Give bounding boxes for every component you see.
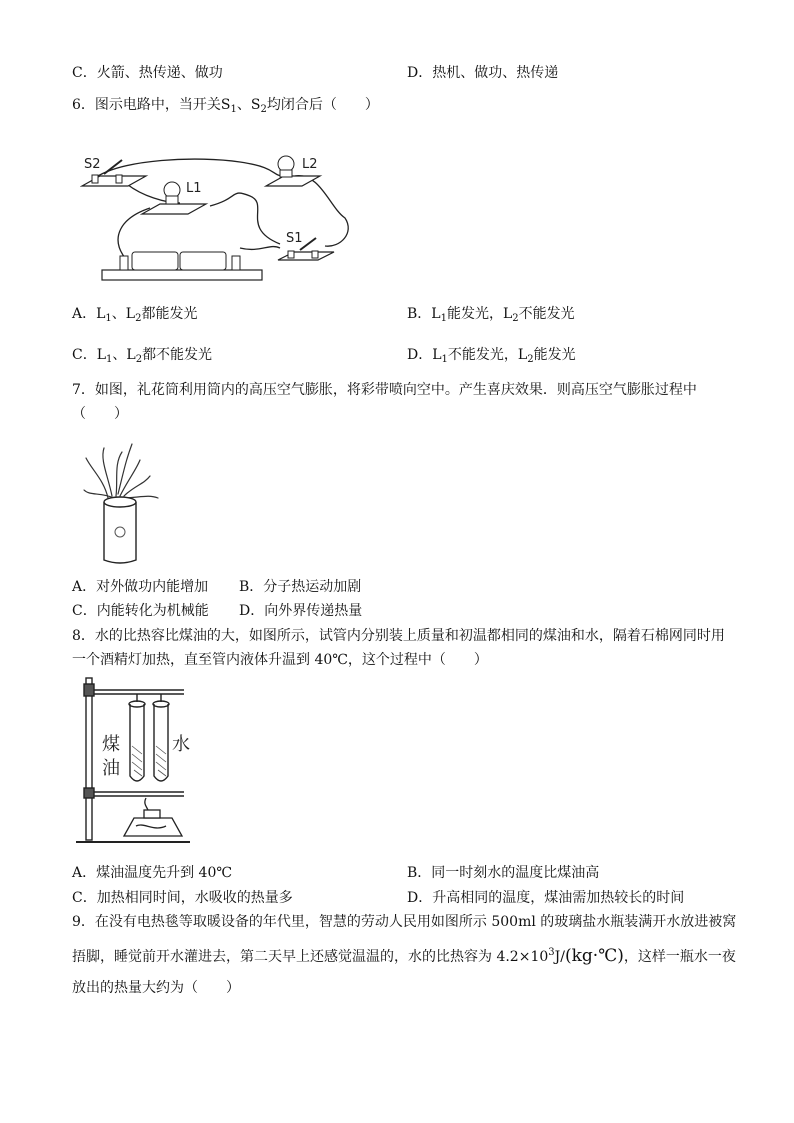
q8-stem-line2: 一个酒精灯加热，直至管内液体升温到 40℃，这个过程中（ ） (72, 652, 488, 668)
q7-option-b: B．分子热运动加剧 (239, 579, 362, 595)
svg-text:L2: L2 (302, 157, 318, 172)
q6-option-a: A．$L_1$、$L_2$都能发光 (72, 306, 198, 324)
battery-holder (102, 252, 262, 280)
q8-option-d: D．升高相同的温度，煤油需加热较长的时间 (407, 890, 685, 906)
q5-option-d: D．热机、做功、热传递 (407, 65, 559, 81)
q6-option-b: B．$L_1$能发光，$L_2$不能发光 (407, 306, 575, 324)
q8-option-a: A．煤油温度先升到 40℃ (72, 865, 233, 881)
svg-text:煤: 煤 (102, 734, 120, 755)
q5-option-c: C．火箭、热传递、做功 (72, 65, 223, 81)
q8-stem-line1: 8．水的比热容比煤油的大，如图所示，试管内分别装上质量和初温都相同的煤油和水，隔着石棉网同时用 (72, 628, 725, 644)
svg-text:S1: S1 (286, 231, 303, 246)
svg-text:S2: S2 (84, 157, 101, 172)
alcohol-lamp (124, 798, 182, 836)
svg-text:L1: L1 (186, 181, 202, 196)
circuit-figure (80, 148, 360, 286)
test-tube-apparatus-figure (74, 676, 194, 846)
q9-stem-line1: 9．在没有电热毯等取暖设备的年代里，智慧的劳动人民用如图所示 500ml 的玻璃盐水瓶装满开水放进被窝 (72, 914, 737, 930)
q8-option-b: B．同一时刻水的温度比煤油高 (407, 865, 600, 881)
q7-option-d: D．向外界传递热量 (239, 603, 363, 619)
party-popper-figure (78, 440, 168, 568)
popper-tube (104, 497, 136, 563)
q9-stem-line2: 捂脚，睡觉前开水灌进去，第二天早上还感觉温温的，水的比热容为 $4.2\times 10^3J/(kg\cdot℃)$，这样一瓶水一夜 (72, 946, 736, 966)
q8-option-c: C．加热相同时间，水吸收的热量多 (72, 890, 293, 906)
svg-text:水: 水 (172, 734, 190, 755)
q9-stem-line3: 放出的热量大约为（ ） (72, 980, 240, 996)
bulb-l2 (266, 156, 320, 186)
switch-s2 (82, 157, 146, 186)
q7-stem-line1: 7．如图，礼花筒利用筒内的高压空气膨胀，将彩带喷向空中。产生喜庆效果．则高压空气膨胀过程中 (72, 382, 697, 398)
q7-option-c: C．内能转化为机械能 (72, 603, 209, 619)
q6-option-d: D．$L_1$不能发光，$L_2$能发光 (407, 347, 576, 365)
q7-stem-line2: （ ） (72, 406, 128, 422)
q6-stem: 6．图示电路中，当开关$S_1$、$S_2$均闭合后（ ） (72, 97, 379, 115)
svg-text:油: 油 (102, 758, 120, 779)
q6-option-c: C．$L_1$、$L_2$都不能发光 (72, 347, 213, 365)
q7-option-a: A．对外做功内能增加 (72, 579, 209, 595)
